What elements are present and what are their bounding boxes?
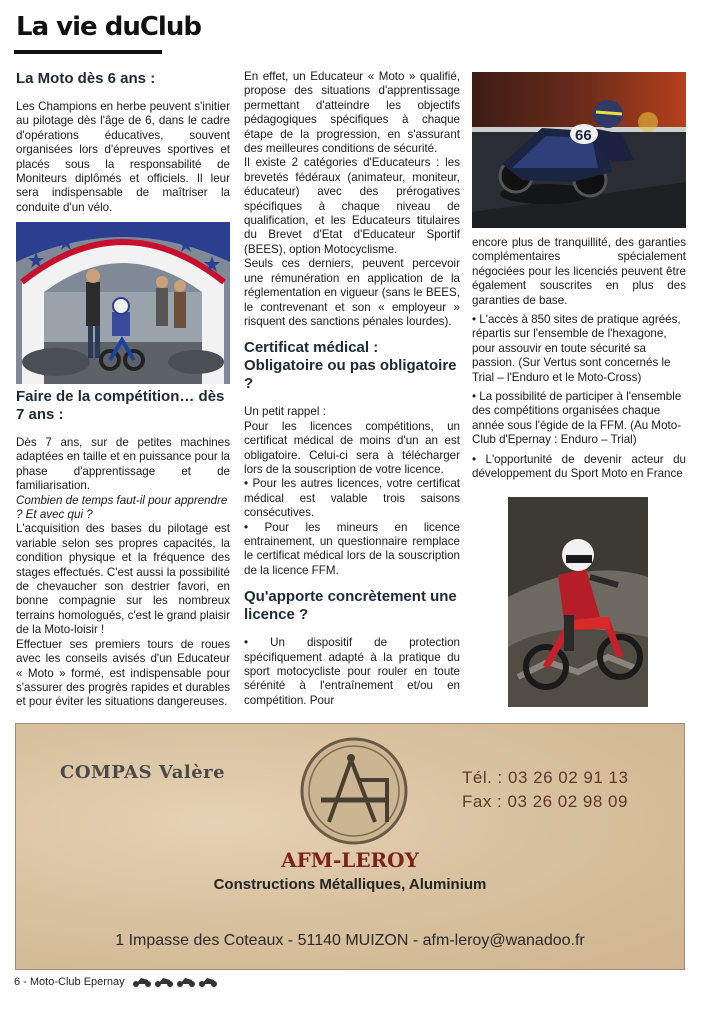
page-footer: 6 - Moto-Club Epernay xyxy=(14,976,125,988)
paragraph: Dès 7 ans, sur de petites machines adaptées en taille et en puissance pour la phase d'apprentissage et de familiarisation. xyxy=(16,436,230,493)
advertisement-afm-leroy xyxy=(15,723,685,970)
compass-square-logo-icon xyxy=(299,736,409,846)
motorcycle-icons xyxy=(132,975,218,987)
paragraph: • Un dispositif de protection spécifiquement adapté à la pratique du sport motocycliste pour rouler en toute sérénité à l'entraînement et/ou en compétition. Pour xyxy=(244,636,460,707)
column-1-lower xyxy=(16,388,230,715)
paragraph: • La possibilité de participer à l'ensemble des compétitions organisées chaque année sous l'égide de la FFM. (Au Moto-Club d'Epernay : Enduro – Trial) xyxy=(472,390,682,447)
heading-competition: Faire de la compétition… dès 7 ans : xyxy=(16,388,225,423)
ad-phone: Tél. : 03 26 02 91 13 xyxy=(462,768,629,787)
paragraph: • L'opportunité de devenir acteur du développement du Sport Moto en France xyxy=(472,452,686,481)
paragraph: Un petit rappel : xyxy=(244,405,326,419)
paragraph: • L'accès à 850 sites de pratique agréés, répartis sur l'ensemble de l'hexagone, pour assouvir en toute sécurité sa passion. (Sur Vertus sont concernés le Trial – l'Enduro et le Moto-Cross) xyxy=(472,313,681,384)
heading-licence: Qu'apporte concrètement une licence ? xyxy=(244,588,457,624)
ad-brand: AFM-LEROY xyxy=(281,848,419,872)
paragraph: • Pour les autres licences, votre certificat médical est valable trois saisons consécutives. xyxy=(244,477,460,520)
ad-contact-name: COMPAS Valère xyxy=(60,762,226,783)
photo-road-racer xyxy=(472,72,686,228)
paragraph: Seuls ces derniers, peuvent percevoir une rémunération en application de la réglementation en vigueur (sans le BEES, le contrevenant et son « employeur » risquent des sanctions pénales lourdes). xyxy=(244,257,460,328)
ad-address: 1 Impasse des Coteaux - 51140 MUIZON - afm-leroy@wanadoo.fr xyxy=(115,932,585,949)
heading-moto-6-ans: La Moto dès 6 ans : xyxy=(16,70,156,87)
racer-number: 66 xyxy=(575,127,592,144)
photo-kids-paddock xyxy=(16,222,230,384)
paragraph: Les Champions en herbe peuvent s'initier au pilotage dès l'âge de 6, dans le cadre d'opérations éducatives, souvent organisées lors d'épreuves sportives et placés sous la responsabilité de Moniteurs diplômés et officiels. Il leur sera indispensable de maîtriser la conduite d'un vélo. xyxy=(16,100,230,214)
paragraph: Il existe 2 catégories d'Educateurs : les brevetés fédéraux (animateur, moniteur, éducateur) avec des prérogatives spécifiques à chaque niveau de qualification, et les Educateurs titulaires du Brevet d'Etat d'Educateur Sportif (BEES), option Motocyclisme. xyxy=(244,156,460,256)
paragraph: encore plus de tranquillité, des garanties complémentaires spécialement négociées pour les licenciés peuvent être également souscrites en plus des garanties de base. xyxy=(472,236,686,307)
section-title: La vie duClub xyxy=(16,12,201,42)
photo-trial-rider xyxy=(508,497,648,707)
paragraph: Effectuer ses premiers tours de roues avec les conseils avisés d'un Educateur « Moto » formé, est indispensable pour s'assurer des progrès rapides et durables et pour éviter les situations dangereuses. xyxy=(16,637,230,709)
section-title-underline xyxy=(14,50,162,54)
paragraph: Pour les licences compétitions, un certificat médical de moins d'un an est obligatoire. Celui-ci sera à télécharger lors de la souscription de votre licence. xyxy=(244,419,460,476)
paragraph-italic-question: Combien de temps faut-il pour apprendre ? Et avec qui ? xyxy=(16,493,228,522)
column-2 xyxy=(244,70,460,713)
paragraph: • Pour les mineurs en licence entrainement, un questionnaire remplace le certificat médical lors de la souscription de la licence FFM. xyxy=(244,520,460,577)
column-1 xyxy=(16,70,230,220)
paragraph: L'acquisition des bases du pilotage est variable selon ses propres capacités, la condition physique et la fréquence des stages effectués. C'est aussi la possibilité de chevaucher son destrier favori, en bonne compagnie sur les nombreux terrains homologués, c'est le grand plaisir de la Moto-loisir ! xyxy=(16,522,230,637)
paragraph: En effet, un Educateur « Moto » qualifié, propose des situations d'apprentissage permettant d'atteindre les objectifs pédagogiques spécifiques à chaque étape de la progression, en s'assurant des meilleures conditions de sécurité. xyxy=(244,70,460,156)
column-3 xyxy=(472,236,686,487)
ad-phone-fax xyxy=(462,766,628,814)
heading-certificat-medical: Certificat médical : Obligatoire ou pas obligatoire ? xyxy=(244,339,457,393)
ad-fax: Fax : 03 26 02 98 09 xyxy=(462,792,628,811)
ad-tagline: Constructions Métalliques, Aluminium xyxy=(213,876,487,893)
